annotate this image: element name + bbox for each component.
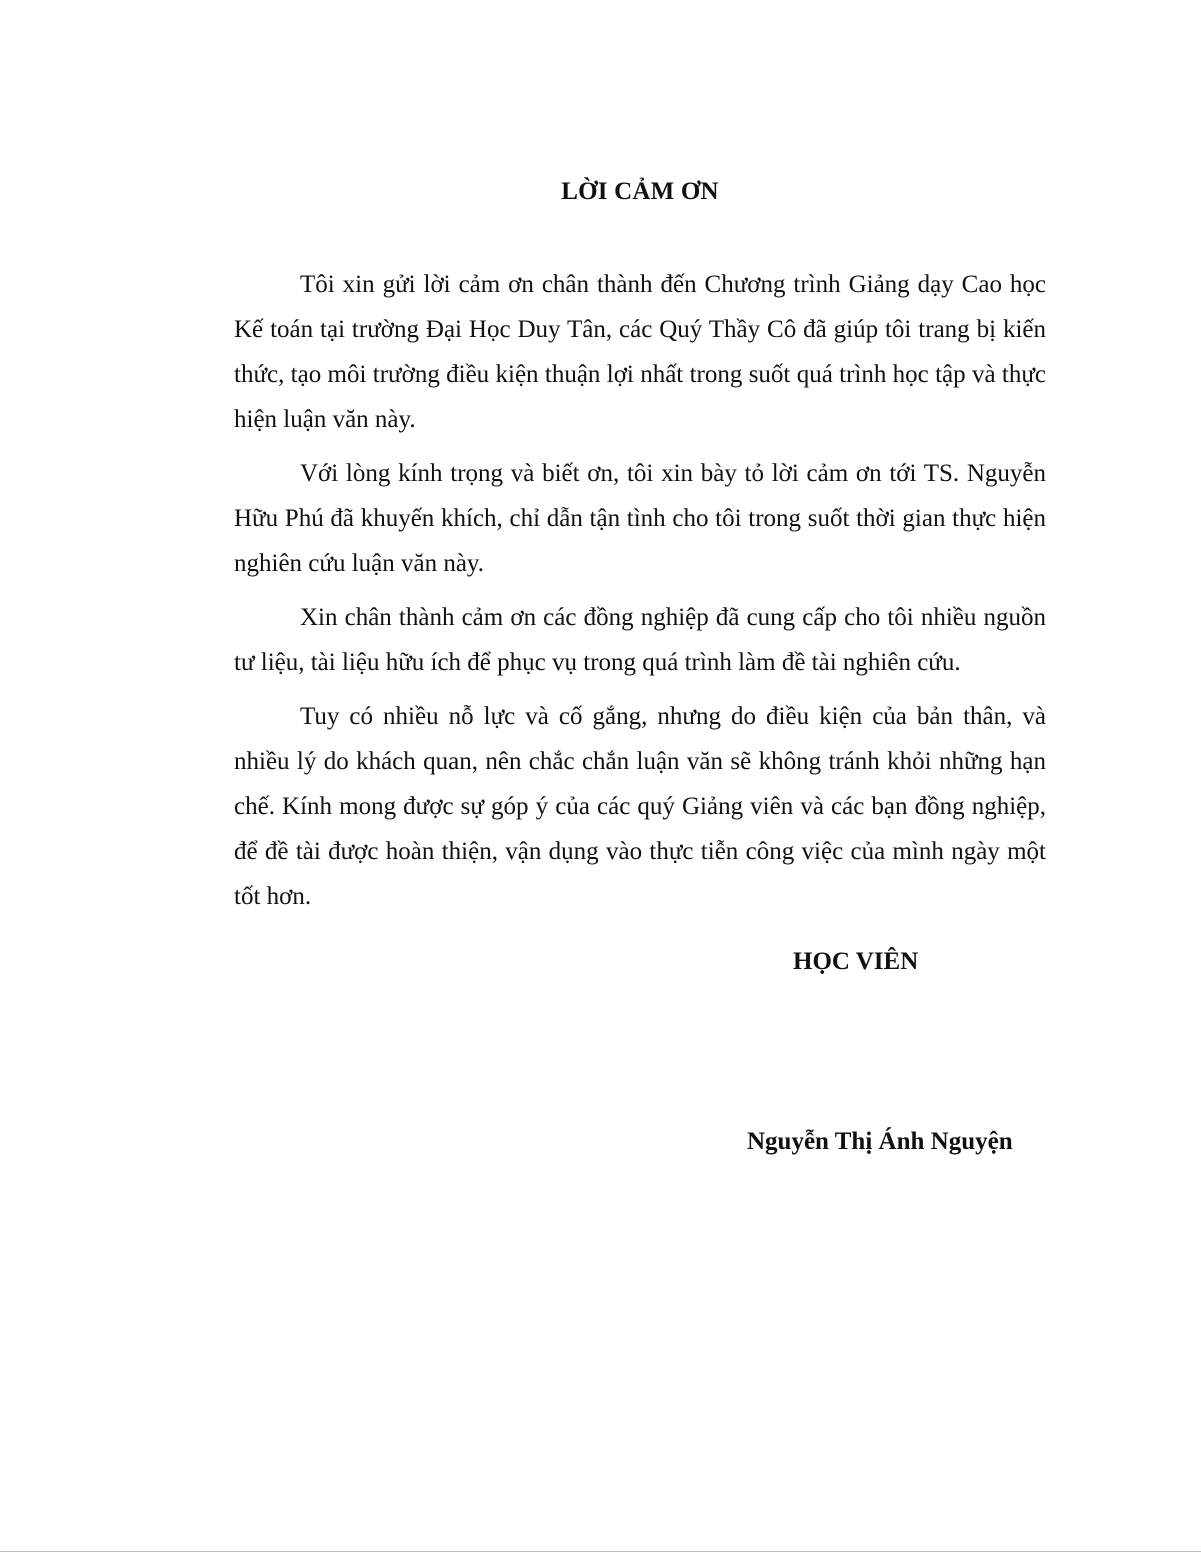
signature-name: Nguyễn Thị Ánh Nguyện	[747, 1128, 1013, 1155]
paragraph-1: Tôi xin gửi lời cảm ơn chân thành đến Chương trình Giảng dạy Cao học Kế toán tại trường Đại Học Duy Tân, các Quý Thầy Cô đã giúp tôi trang bị kiến thức, tạo môi trường điều kiện thuận lợi nhất trong suốt quá trình học tập và thực hiện luận văn này.	[234, 271, 1046, 433]
page-title: LỜI CẢM ƠN	[561, 178, 719, 205]
paragraph-4: Tuy có nhiều nỗ lực và cố gắng, nhưng do điều kiện của bản thân, và nhiều lý do khách quan, nên chắc chắn luận văn sẽ không tránh khỏi những hạn chế. Kính mong được sự góp ý của các quý Giảng viên và các bạn đồng nghiệp, để đề tài được hoàn thiện, vận dụng vào thực tiễn công việc của mình ngày một tốt hơn.	[234, 703, 1046, 910]
page-bottom-divider	[0, 1551, 1201, 1552]
paragraph-3: Xin chân thành cảm ơn các đồng nghiệp đã cung cấp cho tôi nhiều nguồn tư liệu, tài liệu hữu ích để phục vụ trong quá trình làm đề tài nghiên cứu.	[234, 604, 1046, 676]
signature-role: HỌC VIÊN	[793, 948, 919, 975]
acknowledgement-body	[234, 262, 1046, 928]
paragraph-2: Với lòng kính trọng và biết ơn, tôi xin bày tỏ lời cảm ơn tới TS. Nguyễn Hữu Phú đã khuyến khích, chỉ dẫn tận tình cho tôi trong suốt thời gian thực hiện nghiên cứu luận văn này.	[234, 460, 1046, 577]
